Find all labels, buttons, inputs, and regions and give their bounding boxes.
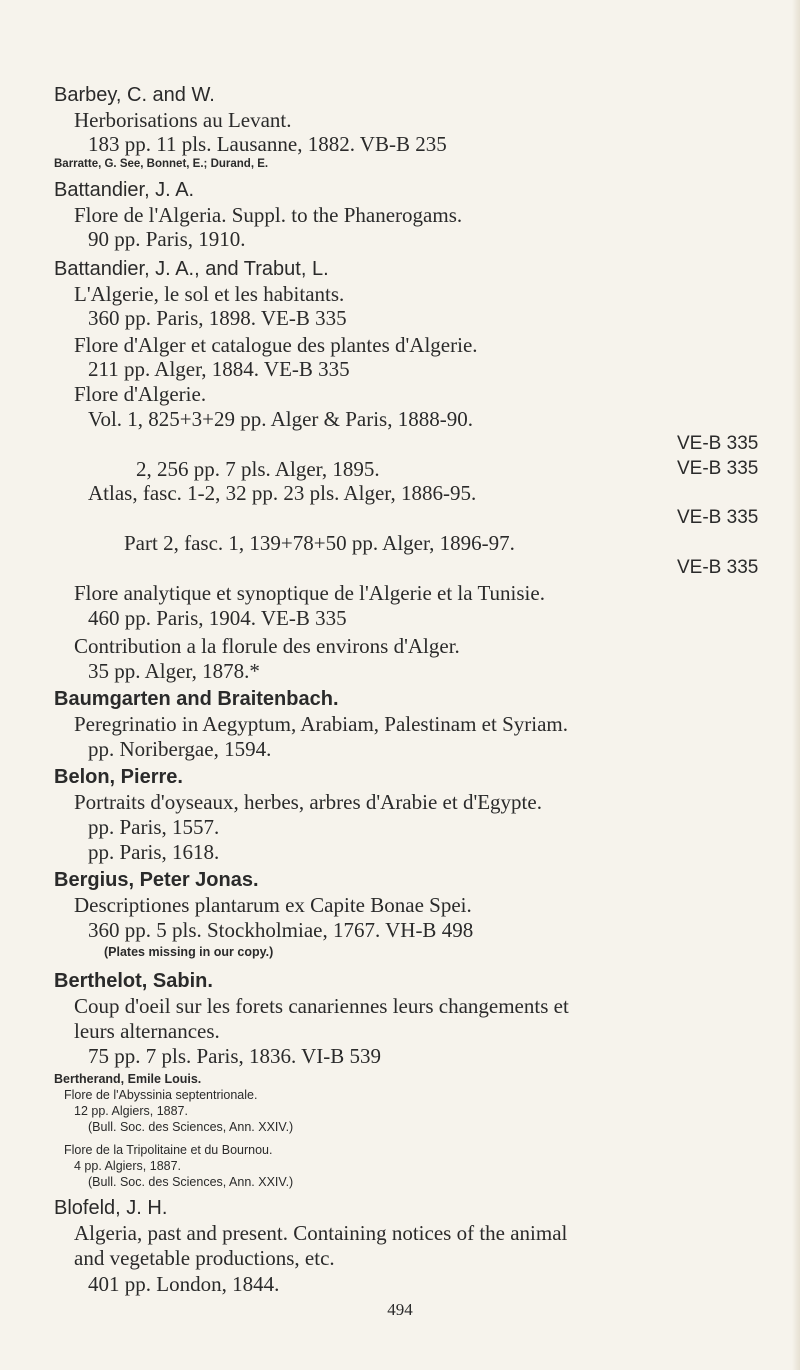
entry-title: Flore analytique et synoptique de l'Algerie et la Tunisie. xyxy=(74,581,545,605)
entry-detail: 183 pp. 11 pls. Lausanne, 1882. VB-B 235 xyxy=(88,132,447,156)
entry-detail: 4 pp. Algiers, 1887. xyxy=(74,1159,182,1173)
entry-note: (Bull. Soc. des Sciences, Ann. XXIV.) xyxy=(88,1175,294,1189)
entry-author: Bertherand, Emile Louis. xyxy=(54,1072,202,1086)
entry-title: Flore de la Tripolitaine et du Bournou. xyxy=(64,1143,273,1157)
page-edge xyxy=(792,0,800,1370)
entry-title: Peregrinatio in Aegyptum, Arabiam, Palestinam et Syriam. xyxy=(74,712,568,736)
entry-title: Flore d'Algerie. xyxy=(74,382,207,406)
entry-detail: Atlas, fasc. 1-2, 32 pp. 23 pls. Alger, 1886-95. xyxy=(88,481,477,505)
entry-author: Belon, Pierre. xyxy=(54,766,183,788)
entry-detail: 460 pp. Paris, 1904. VE-B 335 xyxy=(88,606,347,630)
entry-detail: 75 pp. 7 pls. Paris, 1836. VI-B 539 xyxy=(88,1044,382,1068)
entry-title: L'Algerie, le sol et les habitants. xyxy=(74,282,345,306)
entry-detail: 360 pp. Paris, 1898. VE-B 335 xyxy=(88,306,347,330)
entry-title: Herborisations au Levant. xyxy=(74,108,292,132)
entry-title: Coup d'oeil sur les forets canariennes leurs changements et xyxy=(74,994,569,1018)
entry-detail: 12 pp. Algiers, 1887. xyxy=(74,1104,188,1118)
entry-author: Blofeld, J. H. xyxy=(54,1197,168,1219)
entry-detail: pp. Paris, 1557. xyxy=(88,815,220,839)
entry-detail: Vol. 1, 825+3+29 pp. Alger & Paris, 1888-90. xyxy=(88,407,473,431)
call-number: VE-B 335 xyxy=(677,433,759,454)
entry-detail: pp. Paris, 1618. xyxy=(88,840,220,864)
entry-title: Flore de l'Abyssinia septentrionale. xyxy=(64,1088,258,1102)
entry-detail: 35 pp. Alger, 1878.* xyxy=(88,659,260,683)
call-number: VE-B 335 xyxy=(677,557,759,578)
entry-note: (Bull. Soc. des Sciences, Ann. XXIV.) xyxy=(88,1120,294,1134)
entry-author: Baumgarten and Braitenbach. xyxy=(54,688,339,710)
entry-author: Battandier, J. A. xyxy=(54,179,195,201)
entry-title: Descriptiones plantarum ex Capite Bonae Spei. xyxy=(74,893,472,917)
entry-detail: 211 pp. Alger, 1884. VE-B 335 xyxy=(88,357,350,381)
entry-detail: 401 pp. London, 1844. xyxy=(88,1272,280,1296)
entry-note: (Plates missing in our copy.) xyxy=(104,945,274,959)
entry-author: Berthelot, Sabin. xyxy=(54,970,213,992)
entry-title: Contribution a la florule des environs d'Alger. xyxy=(74,634,460,658)
entry-title: and vegetable productions, etc. xyxy=(74,1246,335,1270)
entry-title: Algeria, past and present. Containing notices of the animal xyxy=(74,1221,568,1245)
entry-detail: Part 2, fasc. 1, 139+78+50 pp. Alger, 1896-97. xyxy=(124,531,515,555)
entry-detail: pp. Noribergae, 1594. xyxy=(88,737,272,761)
entry-author: Bergius, Peter Jonas. xyxy=(54,869,259,891)
cross-reference: Barratte, G. See, Bonnet, E.; Durand, E. xyxy=(54,158,269,170)
entry-detail: 90 pp. Paris, 1910. xyxy=(88,227,246,251)
entry-detail: 2, 256 pp. 7 pls. Alger, 1895. xyxy=(136,457,380,481)
entry-author: Barbey, C. and W. xyxy=(54,84,215,106)
entry-title: Flore de l'Algeria. Suppl. to the Phanerogams. xyxy=(74,203,463,227)
entry-detail: 360 pp. 5 pls. Stockholmiae, 1767. VH-B 498 xyxy=(88,918,474,942)
page-number: 494 xyxy=(387,1300,413,1319)
call-number: VE-B 335 xyxy=(677,458,759,479)
entry-title: Portraits d'oyseaux, herbes, arbres d'Arabie et d'Egypte. xyxy=(74,790,542,814)
call-number: VE-B 335 xyxy=(677,507,759,528)
entry-author: Battandier, J. A., and Trabut, L. xyxy=(54,258,329,280)
entry-title: Flore d'Alger et catalogue des plantes d'Algerie. xyxy=(74,333,478,357)
entry-title: leurs alternances. xyxy=(74,1019,220,1043)
